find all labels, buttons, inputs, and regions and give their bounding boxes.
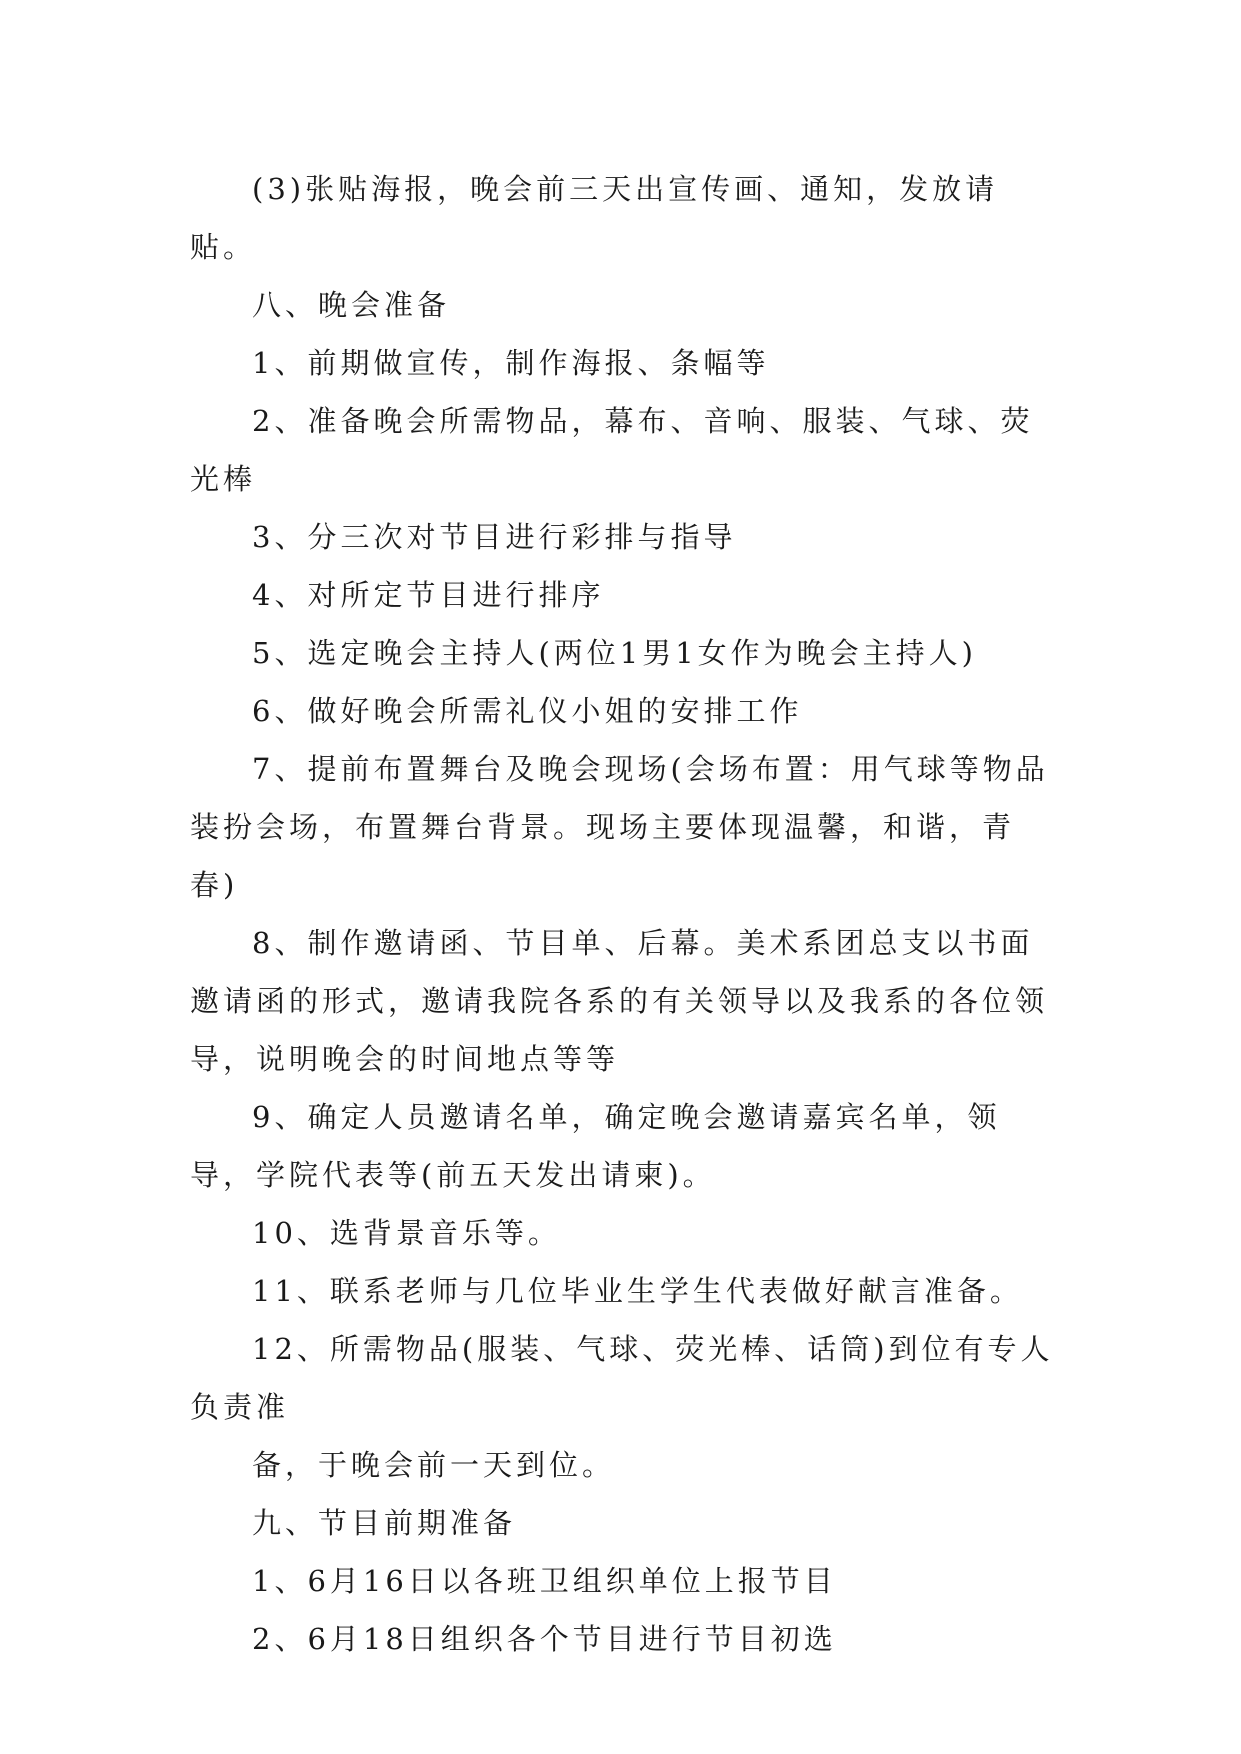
paragraph-poster: (3)张贴海报，晚会前三天出宣传画、通知，发放请贴。 xyxy=(190,172,999,264)
paragraph-item-8: 8、制作邀请函、节目单、后幕。美术系团总支以书面邀请函的形式，邀请我院各系的有关领导以及我系的各位领导，说明晚会的时间地点等等 xyxy=(190,926,1049,1076)
paragraph-item-3: 3、分三次对节目进行彩排与指导 xyxy=(252,520,737,554)
paragraph-item-4: 4、对所定节目进行排序 xyxy=(252,578,605,612)
paragraph-item-12-continued: 备，于晚会前一天到位。 xyxy=(252,1448,616,1482)
paragraph-item-5: 5、选定晚会主持人(两位1男1女作为晚会主持人) xyxy=(252,636,977,670)
paragraph-item-12: 12、所需物品(服装、气球、荧光棒、话筒)到位有专人负责准 xyxy=(190,1332,1054,1424)
section-heading-preparation: 八、晚会准备 xyxy=(252,288,451,322)
paragraph-item-2: 2、准备晚会所需物品，幕布、音响、服装、气球、荧光棒 xyxy=(190,404,1034,496)
section-heading-program-prep: 九、节目前期准备 xyxy=(252,1506,517,1540)
paragraph-program-1: 1、6月16日以各班卫组织单位上报节目 xyxy=(252,1564,837,1598)
paragraph-item-11: 11、联系老师与几位毕业生学生代表做好献言准备。 xyxy=(252,1274,1023,1308)
paragraph-item-1: 1、前期做宣传，制作海报、条幅等 xyxy=(252,346,770,380)
paragraph-item-10: 10、选背景音乐等。 xyxy=(252,1216,561,1250)
paragraph-item-7: 7、提前布置舞台及晚会现场(会场布置：用气球等物品装扮会场，布置舞台背景。现场主要体现温馨，和谐，青春) xyxy=(190,752,1049,902)
paragraph-item-9: 9、确定人员邀请名单，确定晚会邀请嘉宾名单，领导，学院代表等(前五天发出请柬)。 xyxy=(190,1100,1001,1192)
document-body xyxy=(190,160,1060,1668)
paragraph-program-2: 2、6月18日组织各个节目进行节目初选 xyxy=(252,1622,837,1656)
paragraph-item-6: 6、做好晚会所需礼仪小姐的安排工作 xyxy=(252,694,803,728)
